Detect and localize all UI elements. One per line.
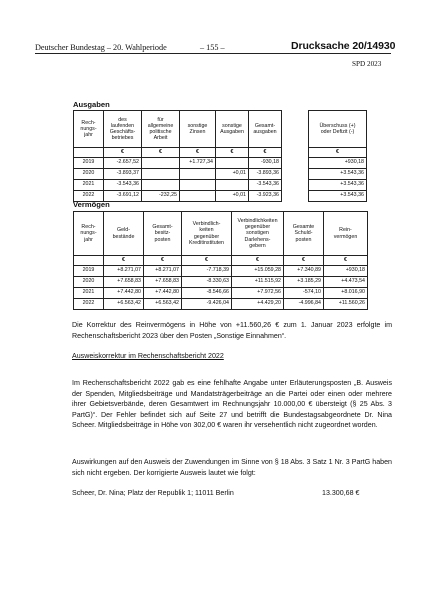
unit-cell — [74, 148, 104, 158]
table-cell: -4.996,84 — [284, 299, 324, 310]
table-row — [309, 191, 367, 202]
entry-amount: 13.300,68 € — [322, 489, 360, 497]
table-cell: +1.727,34 — [180, 158, 216, 169]
table-cell: +15.059,28 — [232, 266, 284, 277]
table-cell — [142, 158, 180, 169]
table-cell: -9.426,04 — [182, 299, 232, 310]
table-cell: +7.442,80 — [104, 288, 144, 299]
col-header: Gesamt- besitz- posten — [144, 212, 182, 256]
table-cell: -3.543,36 — [104, 180, 142, 191]
table-cell: -8.546,66 — [182, 288, 232, 299]
unit-cell: € — [216, 148, 249, 158]
section-heading: Ausweiskorrektur im Rechenschaftsbericht 2022 — [72, 352, 224, 360]
table-cell: -3.543,36 — [249, 180, 282, 191]
surplus-table — [308, 110, 367, 202]
col-header: Gesamte Schuld- posten — [284, 212, 324, 256]
col-header: Gesamt- ausgaben — [249, 111, 282, 148]
vermoegen-table — [73, 211, 368, 310]
table-cell: +11.515,92 — [232, 277, 284, 288]
col-header: Verbindlich- keiten gegenüber Kreditinstituten — [182, 212, 232, 256]
unit-cell: € — [104, 148, 142, 158]
table-cell: -8.330,63 — [182, 277, 232, 288]
year-cell: 2022 — [74, 299, 104, 310]
table-row — [74, 169, 282, 180]
unit-row — [309, 148, 367, 158]
col-header: für allgemeine politische Arbeit — [142, 111, 180, 148]
table-row — [309, 169, 367, 180]
table-cell — [216, 180, 249, 191]
table-cell — [180, 169, 216, 180]
table-cell: -574,10 — [284, 288, 324, 299]
table-cell — [180, 191, 216, 202]
year-cell: 2021 — [74, 288, 104, 299]
col-header: sonstige Ausgaben — [216, 111, 249, 148]
table-cell: -3.893,36 — [249, 169, 282, 180]
table-cell: +930,18 — [309, 158, 367, 169]
unit-cell: € — [249, 148, 282, 158]
table-cell — [142, 180, 180, 191]
unit-cell: € — [309, 148, 367, 158]
unit-cell — [74, 256, 104, 266]
table-cell: -3.923,36 — [249, 191, 282, 202]
unit-cell: € — [284, 256, 324, 266]
table-cell: +3.543,36 — [309, 169, 367, 180]
table-cell: +3.185,29 — [284, 277, 324, 288]
paragraph-error: Im Rechenschaftsbericht 2022 gab es eine fehlhafte Angabe unter Erläuterungsposten „B. Ausweis der Spenden, Mitgliedsbeiträge und Mandatsträgerbeiträge an die Partei oder einen oder mehrere ihrer Gebietsverbände, deren Gesamtwert im Rechnungsjahr 10.000,00 € übersteigt (§ 25 Abs. 3 PartG)“. Der Fehler befindet sich auf Seite 27 und betrifft die Bundestagsabgeordnete Dr. Nina Scheer. Mitgliedsbeiträge in Höhe von 302,00 € waren ihr versehentlich nicht zugeordnet worden. — [72, 379, 392, 429]
table-cell: +7.658,83 — [104, 277, 144, 288]
table-cell: +7.340,89 — [284, 266, 324, 277]
year-cell: 2019 — [74, 266, 104, 277]
unit-cell: € — [324, 256, 368, 266]
year-cell: 2020 — [74, 277, 104, 288]
table-cell: +0,01 — [216, 169, 249, 180]
table-cell: +4.429,20 — [232, 299, 284, 310]
vermoegen-title: Vermögen — [73, 200, 110, 209]
table-cell: +8.271,07 — [144, 266, 182, 277]
ausgaben-title: Ausgaben — [73, 100, 110, 109]
paragraph-correction: Die Korrektur des Reinvermögens in Höhe von +11.560,26 € zum 1. Januar 2023 erfolgte im Rechenschaftsbericht 2023 über den Posten „Sonstige Einnahmen“. — [72, 321, 392, 340]
ausgaben-table — [73, 110, 282, 202]
table-cell: -2.657,52 — [104, 158, 142, 169]
paragraph-effects: Auswirkungen auf den Ausweis der Zuwendungen im Sinne von § 18 Abs. 3 Satz 1 Nr. 3 PartG haben sich nicht ergeben. Der korrigierte Ausweis lautet wie folgt: — [72, 458, 392, 477]
col-header: Rein- vermögen — [324, 212, 368, 256]
table-cell — [142, 169, 180, 180]
page-number: – 155 – — [200, 43, 225, 52]
table-cell: -232,25 — [142, 191, 180, 202]
table-row — [74, 266, 368, 277]
col-header: Überschuss (+) oder Defizit (-) — [309, 111, 367, 148]
table-cell: +4.473,54 — [324, 277, 368, 288]
header-rule — [35, 53, 391, 54]
table-cell: +7.658,83 — [144, 277, 182, 288]
document-number: Drucksache 20/14930 — [291, 40, 396, 52]
col-header: Verbindlichkeiten gegenüber sonstigen Darlehens- gebern — [232, 212, 284, 256]
year-cell: 2021 — [74, 180, 104, 191]
table-row — [74, 158, 282, 169]
table-cell: +8.271,07 — [104, 266, 144, 277]
party-label: SPD 2023 — [352, 60, 382, 68]
entry-name: Scheer, Dr. Nina; Platz der Republik 1; 11011 Berlin — [72, 489, 234, 497]
table-row — [74, 277, 368, 288]
unit-cell: € — [232, 256, 284, 266]
table-cell: -7.718,39 — [182, 266, 232, 277]
year-cell: 2022 — [74, 191, 104, 202]
table-cell: +7.442,80 — [144, 288, 182, 299]
col-header: des laufenden Geschäfts- betriebes — [104, 111, 142, 148]
year-cell: 2019 — [74, 158, 104, 169]
table-cell: +930,18 — [324, 266, 368, 277]
table-cell — [180, 180, 216, 191]
col-header: sonstige Zinsen — [180, 111, 216, 148]
unit-cell: € — [142, 148, 180, 158]
unit-cell: € — [144, 256, 182, 266]
table-cell: -930,18 — [249, 158, 282, 169]
surplus-header-row — [309, 111, 367, 148]
table-cell: +8.016,90 — [324, 288, 368, 299]
table-cell: +3.543,36 — [309, 180, 367, 191]
table-cell: -3.691,12 — [104, 191, 142, 202]
unit-cell: € — [104, 256, 144, 266]
col-header: Rech- nungs- jahr — [74, 212, 104, 256]
table-cell: +6.563,42 — [144, 299, 182, 310]
col-header: Geld- bestände — [104, 212, 144, 256]
table-row — [74, 299, 368, 310]
table-cell: +6.563,42 — [104, 299, 144, 310]
header-left: Deutscher Bundestag – 20. Wahlperiode — [35, 43, 167, 52]
table-cell: -3.893,37 — [104, 169, 142, 180]
table-cell: +0,01 — [216, 191, 249, 202]
unit-cell: € — [182, 256, 232, 266]
unit-row — [74, 256, 368, 266]
table-cell: +3.543,36 — [309, 191, 367, 202]
table-cell: +11.560,26 — [324, 299, 368, 310]
unit-cell: € — [180, 148, 216, 158]
table-row — [74, 288, 368, 299]
table-cell: +7.972,56 — [232, 288, 284, 299]
table-row — [74, 180, 282, 191]
table-row — [309, 180, 367, 191]
unit-row — [74, 148, 282, 158]
table-cell — [216, 158, 249, 169]
vermoegen-header-row — [74, 212, 368, 256]
year-cell: 2020 — [74, 169, 104, 180]
col-header: Rech- nungs- jahr — [74, 111, 104, 148]
table-row — [309, 158, 367, 169]
ausgaben-header-row — [74, 111, 282, 148]
